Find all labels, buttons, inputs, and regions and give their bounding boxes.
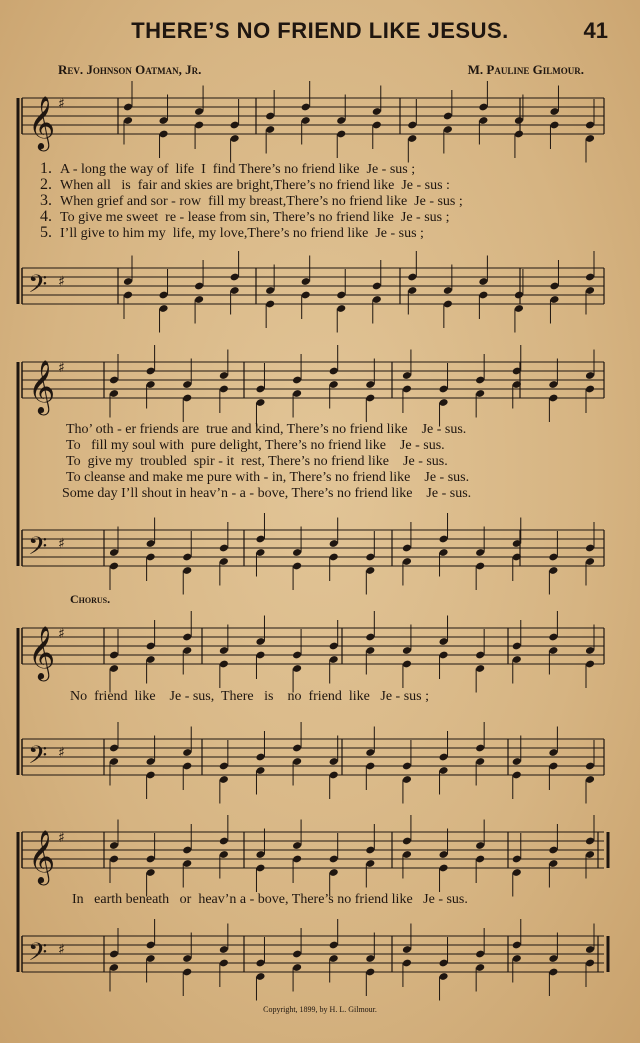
- sharp-key-signature-icon: ♯: [58, 942, 65, 958]
- bass-clef-icon: 𝄢: [28, 938, 48, 973]
- lyricist-credit: Rev. Johnson Oatman, Jr.: [58, 62, 202, 77]
- verse-text: When grief and sor - row fill my breast,There’s no friend like Je - sus ;: [60, 194, 463, 209]
- sharp-key-signature-icon: ♯: [58, 360, 65, 376]
- sharp-key-signature-icon: ♯: [58, 96, 65, 112]
- verse-text: A - long the way of life I find There’s no friend like Je - sus ;: [60, 162, 416, 177]
- verse-number: 3.: [40, 192, 52, 209]
- treble-clef-icon: 𝄞: [28, 829, 56, 883]
- copyright-notice: Copyright, 1899, by H. L. Gilmour.: [263, 1005, 377, 1014]
- sharp-key-signature-icon: ♯: [58, 745, 65, 761]
- verse-text: To give me sweet re - lease from sin, There’s no friend like Je - sus ;: [60, 210, 450, 225]
- verse-number: 5.: [40, 224, 52, 241]
- verse-number: 1.: [40, 160, 52, 177]
- verse-number: 4.: [40, 208, 52, 225]
- verse-line: [34, 224, 424, 242]
- composer-credit: M. Pauline Gilmour.: [467, 62, 584, 77]
- bass-clef-icon: 𝄢: [28, 532, 48, 567]
- sharp-key-signature-icon: ♯: [58, 536, 65, 552]
- page-number: 41: [583, 18, 608, 43]
- sharp-key-signature-icon: ♯: [58, 274, 65, 290]
- chorus-lyric-line: No friend like Je - sus, There is no friend like Je - sus ;: [70, 689, 430, 704]
- verse-text: Some day I’ll shout in heav’n - a - bove, There’s no friend like Je - sus.: [62, 486, 472, 501]
- verse-number: 2.: [40, 176, 52, 193]
- verse-text: To cleanse and make me pure with - in, There’s no friend like Je - sus.: [66, 470, 470, 485]
- sharp-key-signature-icon: ♯: [58, 626, 65, 642]
- treble-clef-icon: 𝄞: [28, 359, 56, 413]
- bass-clef-icon: 𝄢: [28, 270, 48, 305]
- treble-clef-icon: 𝄞: [28, 625, 56, 679]
- verse-text: When all is fair and skies are bright,There’s no friend like Je - sus :: [60, 178, 450, 193]
- verse-text: Tho’ oth - er friends are true and kind, There’s no friend like Je - sus.: [66, 422, 467, 437]
- chorus-label: Chorus.: [70, 592, 111, 606]
- bass-clef-icon: 𝄢: [28, 741, 48, 776]
- chorus-lyric-line: In earth beneath or heav’n a - bove, There’s no friend like Je - sus.: [72, 892, 468, 907]
- verse-text: To give my troubled spir - it rest, There’s no friend like Je - sus.: [66, 454, 448, 469]
- verse-text: I’ll give to him my life, my love,There’s no friend like Je - sus ;: [60, 226, 424, 241]
- verse-text: To fill my soul with pure delight, There’s no friend like Je - sus.: [66, 438, 445, 453]
- hymn-title: THERE’S NO FRIEND LIKE JESUS.: [131, 18, 509, 43]
- treble-clef-icon: 𝄞: [28, 95, 56, 149]
- sharp-key-signature-icon: ♯: [58, 830, 65, 846]
